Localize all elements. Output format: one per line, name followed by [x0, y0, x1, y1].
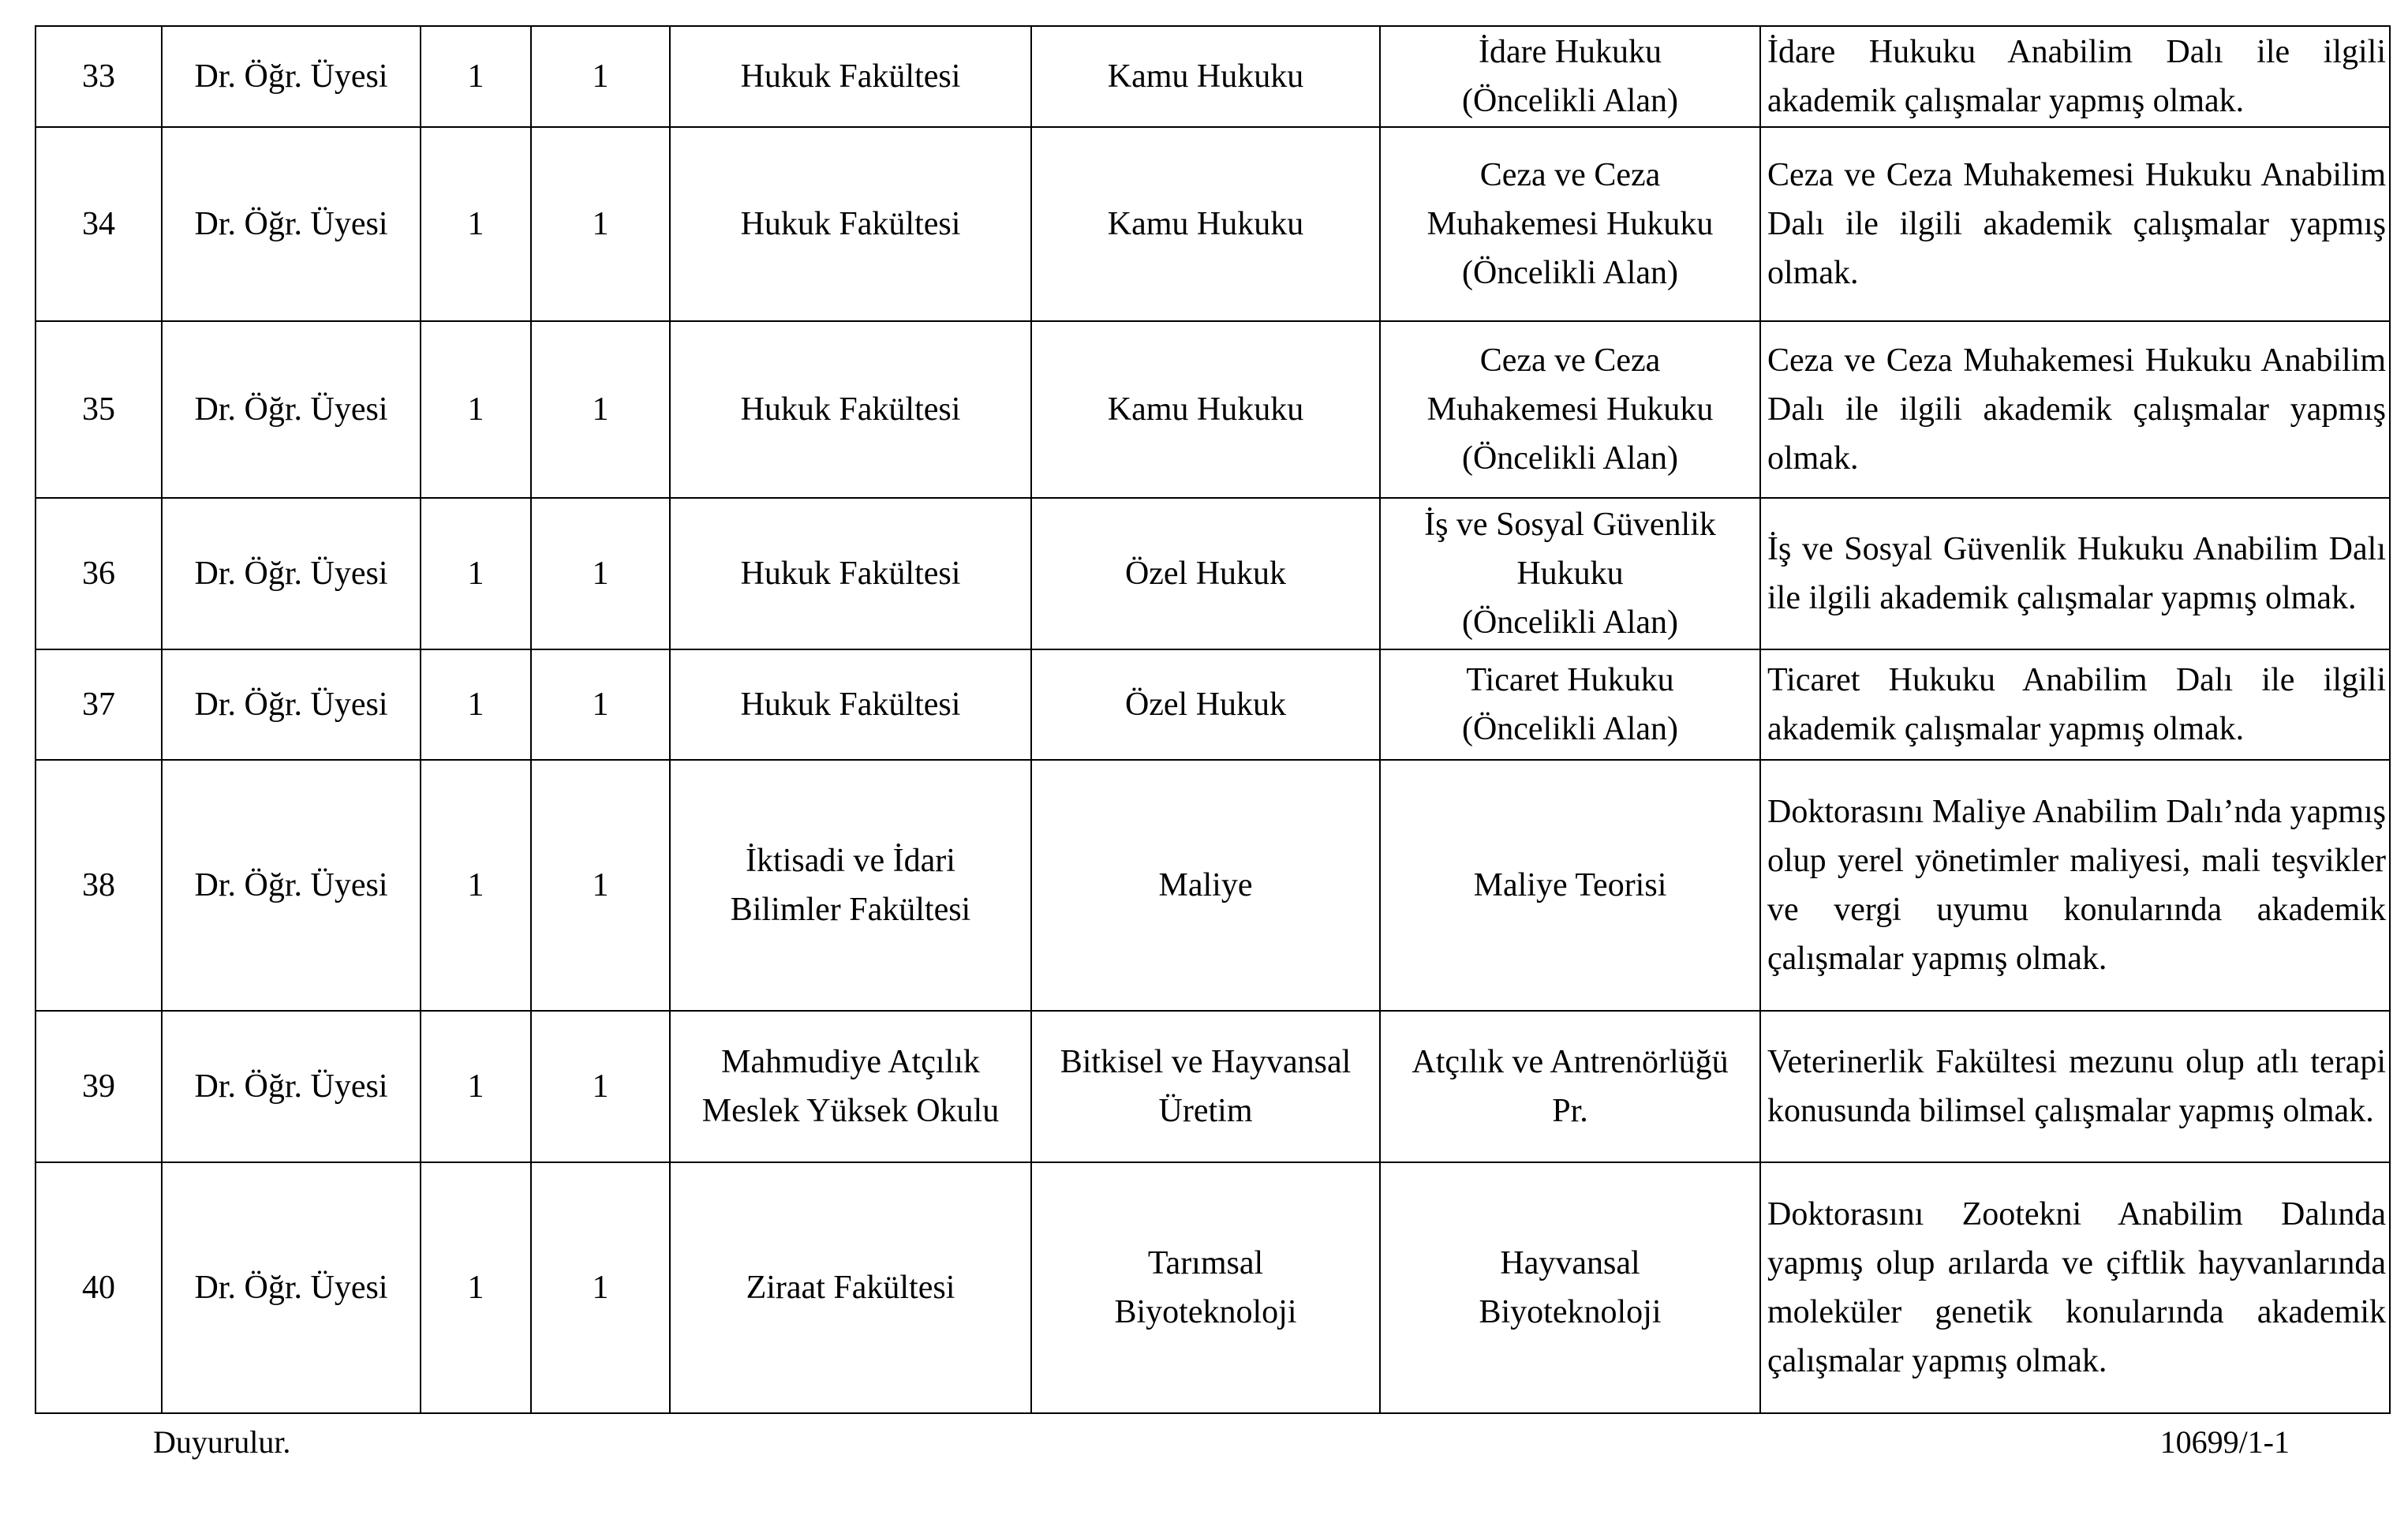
count-b: 1 — [531, 321, 670, 498]
row-number: 34 — [36, 127, 162, 321]
count-a: 1 — [421, 321, 531, 498]
department: Kamu Hukuku — [1031, 26, 1380, 127]
position-table — [35, 25, 2391, 1414]
field: Atçılık ve Antrenörlüğü Pr. — [1380, 1011, 1760, 1162]
field: Ceza ve Ceza Muhakemesi Hukuku (Öncelikli Alan) — [1380, 127, 1760, 321]
row-number: 40 — [36, 1162, 162, 1413]
faculty: Hukuk Fakültesi — [670, 127, 1031, 321]
staff-title: Dr. Öğr. Üyesi — [162, 127, 421, 321]
faculty: Hukuk Fakültesi — [670, 321, 1031, 498]
count-a: 1 — [421, 1011, 531, 1162]
count-a: 1 — [421, 127, 531, 321]
requirement: Doktorasını Maliye Anabilim Dalı’nda yapmış olup yerel yönetimler maliyesi, mali teşvikler ve vergi uyumu konularında akademik çalışmalar yapmış olmak. — [1760, 760, 2390, 1011]
field: Ticaret Hukuku (Öncelikli Alan) — [1380, 649, 1760, 760]
requirement: Veterinerlik Fakültesi mezunu olup atlı terapi konusunda bilimsel çalışmalar yapmış olmak. — [1760, 1011, 2390, 1162]
count-b: 1 — [531, 1011, 670, 1162]
count-a: 1 — [421, 498, 531, 649]
department: Kamu Hukuku — [1031, 321, 1380, 498]
row-number: 39 — [36, 1011, 162, 1162]
table-row — [36, 760, 2390, 1011]
faculty: Mahmudiye Atçılık Meslek Yüksek Okulu — [670, 1011, 1031, 1162]
department: Özel Hukuk — [1031, 649, 1380, 760]
count-b: 1 — [531, 1162, 670, 1413]
announcement-code: 10699/1-1 — [2159, 1424, 2290, 1460]
row-number: 35 — [36, 321, 162, 498]
count-a: 1 — [421, 1162, 531, 1413]
staff-title: Dr. Öğr. Üyesi — [162, 1011, 421, 1162]
row-number: 36 — [36, 498, 162, 649]
staff-title: Dr. Öğr. Üyesi — [162, 760, 421, 1011]
faculty: Hukuk Fakültesi — [670, 498, 1031, 649]
count-b: 1 — [531, 760, 670, 1011]
table-row — [36, 1011, 2390, 1162]
faculty: İktisadi ve İdari Bilimler Fakültesi — [670, 760, 1031, 1011]
staff-title: Dr. Öğr. Üyesi — [162, 498, 421, 649]
count-b: 1 — [531, 498, 670, 649]
announcement-text: Duyurulur. — [153, 1424, 291, 1460]
department: Özel Hukuk — [1031, 498, 1380, 649]
requirement: İdare Hukuku Anabilim Dalı ile ilgili akademik çalışmalar yapmış olmak. — [1760, 26, 2390, 127]
table-row — [36, 1162, 2390, 1413]
requirement: Ceza ve Ceza Muhakemesi Hukuku Anabilim Dalı ile ilgili akademik çalışmalar yapmış olmak. — [1760, 127, 2390, 321]
field: Maliye Teorisi — [1380, 760, 1760, 1011]
staff-title: Dr. Öğr. Üyesi — [162, 26, 421, 127]
count-a: 1 — [421, 760, 531, 1011]
row-number: 37 — [36, 649, 162, 760]
requirement: Ceza ve Ceza Muhakemesi Hukuku Anabilim Dalı ile ilgili akademik çalışmalar yapmış olmak. — [1760, 321, 2390, 498]
table-row — [36, 127, 2390, 321]
faculty: Hukuk Fakültesi — [670, 649, 1031, 760]
requirement: Ticaret Hukuku Anabilim Dalı ile ilgili akademik çalışmalar yapmış olmak. — [1760, 649, 2390, 760]
department: Kamu Hukuku — [1031, 127, 1380, 321]
staff-title: Dr. Öğr. Üyesi — [162, 1162, 421, 1413]
field: İş ve Sosyal Güvenlik Hukuku (Öncelikli Alan) — [1380, 498, 1760, 649]
count-a: 1 — [421, 26, 531, 127]
table-row — [36, 321, 2390, 498]
requirement: Doktorasını Zootekni Anabilim Dalında yapmış olup arılarda ve çiftlik hayvanlarında moleküler genetik konularında akademik çalışmalar yapmış olmak. — [1760, 1162, 2390, 1413]
department: Tarımsal Biyoteknoloji — [1031, 1162, 1380, 1413]
row-number: 33 — [36, 26, 162, 127]
table-row — [36, 26, 2390, 127]
staff-title: Dr. Öğr. Üyesi — [162, 321, 421, 498]
field: Hayvansal Biyoteknoloji — [1380, 1162, 1760, 1413]
staff-title: Dr. Öğr. Üyesi — [162, 649, 421, 760]
row-number: 38 — [36, 760, 162, 1011]
faculty: Ziraat Fakültesi — [670, 1162, 1031, 1413]
count-a: 1 — [421, 649, 531, 760]
requirement: İş ve Sosyal Güvenlik Hukuku Anabilim Dalı ile ilgili akademik çalışmalar yapmış olmak. — [1760, 498, 2390, 649]
table-row — [36, 649, 2390, 760]
faculty: Hukuk Fakültesi — [670, 26, 1031, 127]
table-row — [36, 498, 2390, 649]
count-b: 1 — [531, 127, 670, 321]
count-b: 1 — [531, 26, 670, 127]
count-b: 1 — [531, 649, 670, 760]
field: Ceza ve Ceza Muhakemesi Hukuku (Öncelikli Alan) — [1380, 321, 1760, 498]
department: Bitkisel ve Hayvansal Üretim — [1031, 1011, 1380, 1162]
department: Maliye — [1031, 760, 1380, 1011]
field: İdare Hukuku (Öncelikli Alan) — [1380, 26, 1760, 127]
